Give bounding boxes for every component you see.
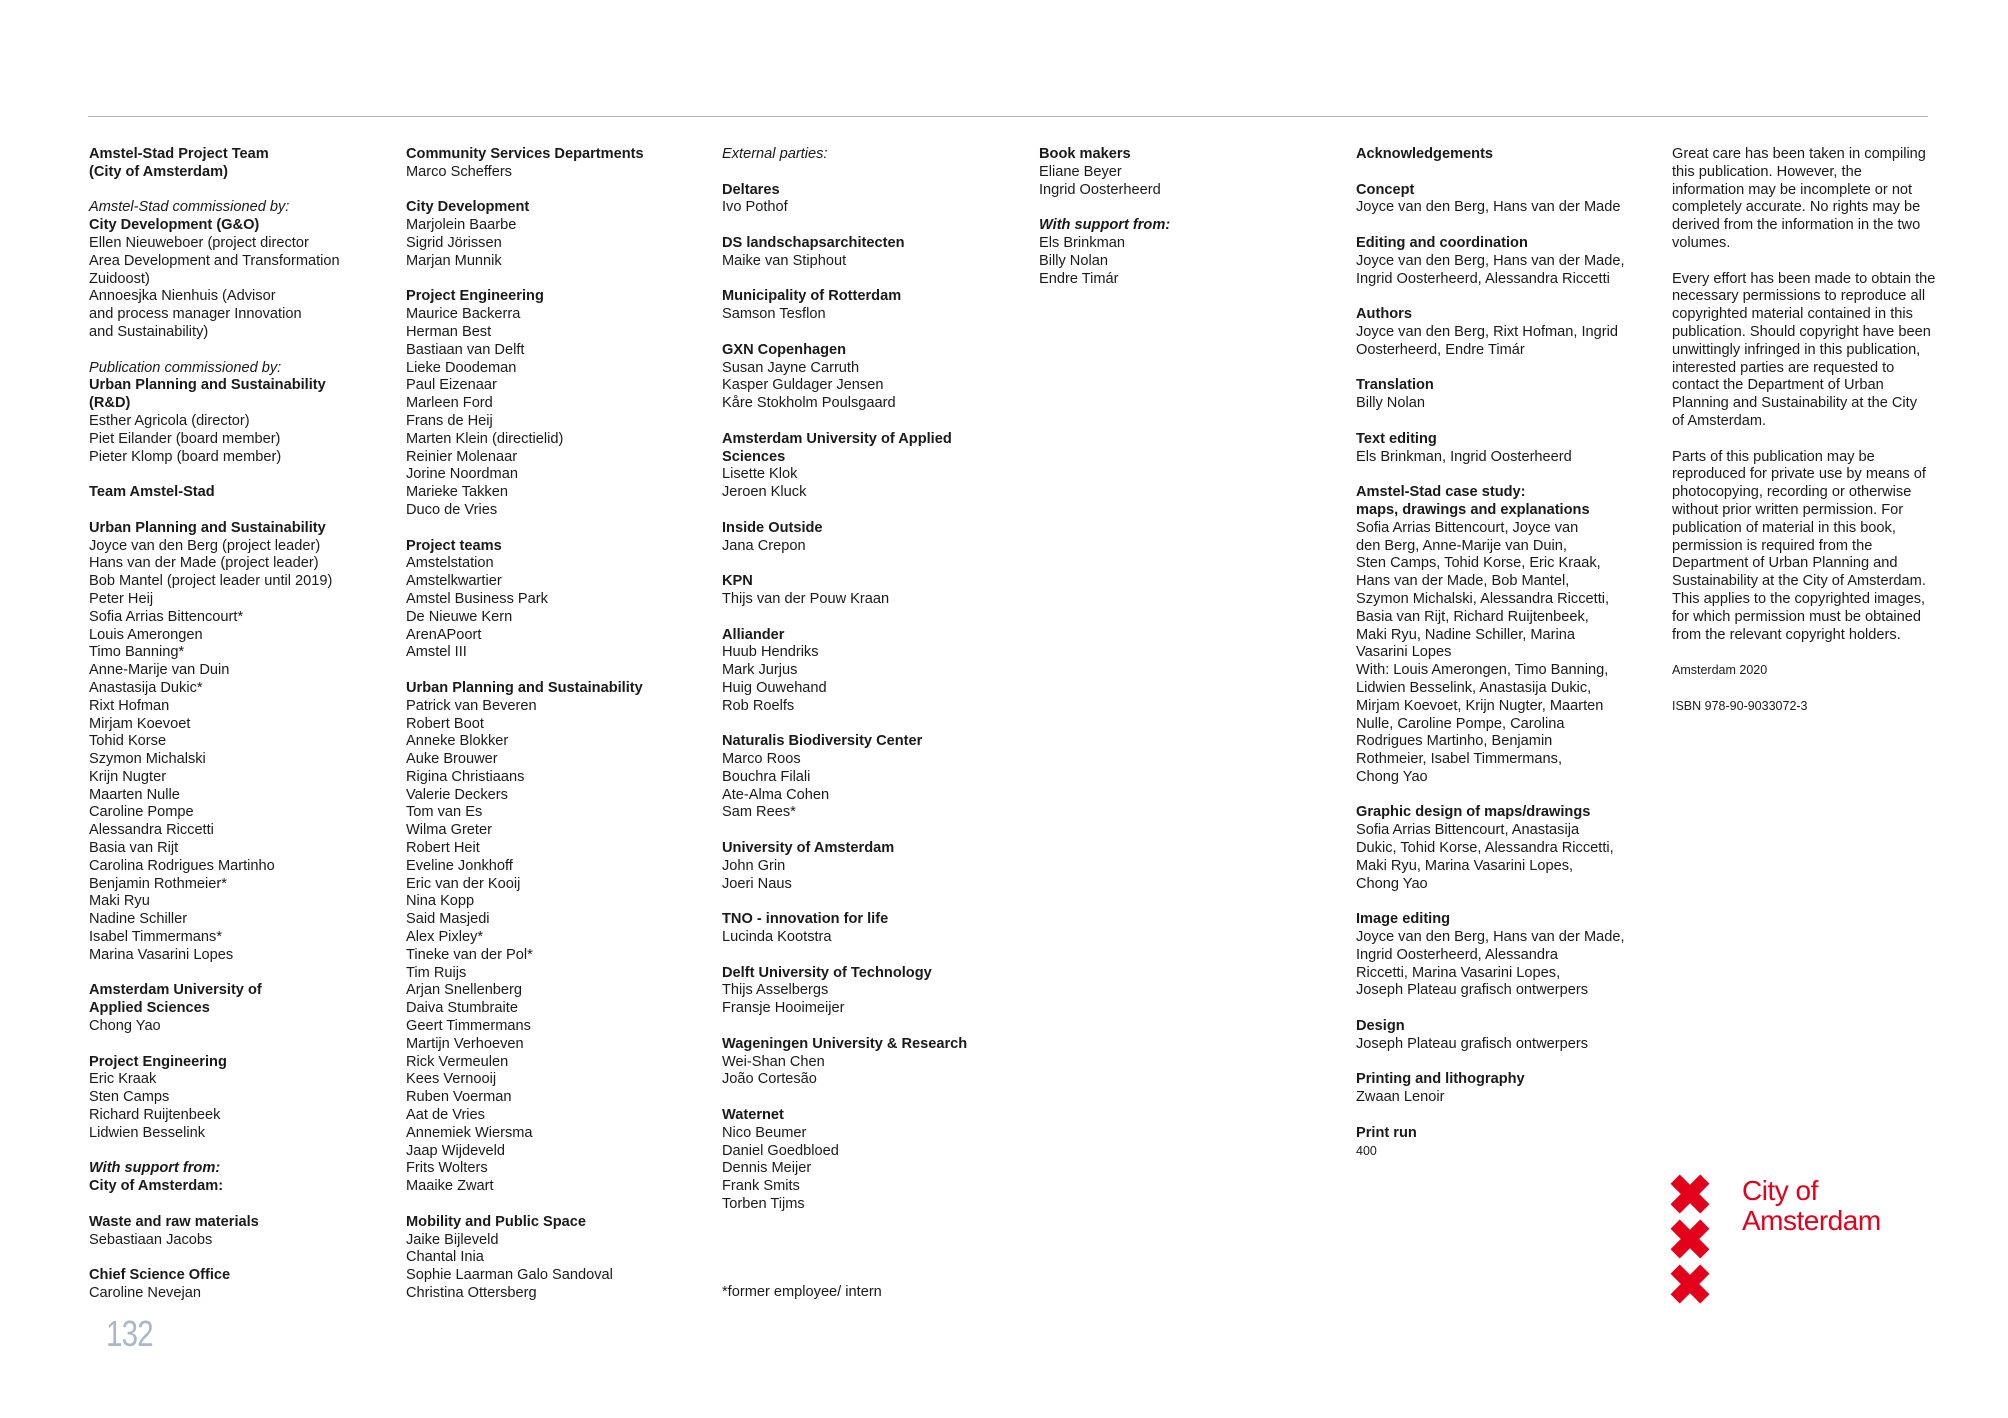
design-text: Joseph Plateau grafisch ontwerpers	[1356, 1035, 1589, 1052]
list-item: Wei-Shan Chen	[722, 1053, 825, 1070]
heading-team: Amstel-Stad Project Team	[89, 146, 269, 162]
cso-person: Caroline Nevejan	[89, 1285, 201, 1301]
list-item: Carolina Rodrigues Martinho	[89, 857, 275, 874]
list-item: Reinier Molenaar	[406, 448, 518, 465]
graphic-text	[1356, 822, 1656, 893]
list-item: Jaap Wijdeveld	[406, 1142, 505, 1159]
list-item: Piet Eilander (board member)	[89, 430, 281, 447]
label-commissioned: Amstel-Stad commissioned by:	[89, 199, 290, 216]
logo-wordmark	[1742, 1176, 1881, 1236]
list-item: Daiva Stumbraite	[406, 1000, 518, 1017]
list-item: Sofia Arrias Bittencourt, Anastasija	[1356, 822, 1580, 839]
heading-ack: Acknowledgements	[1356, 146, 1494, 162]
list-item: Ingrid Oosterheerd, Alessandra Riccetti	[1356, 270, 1610, 287]
column-acknowledgements	[1356, 146, 1656, 1160]
org-heading: Municipality of Rotterdam	[722, 288, 902, 305]
list-item: Said Masjedi	[406, 911, 490, 928]
org-heading: University of Amsterdam	[722, 840, 895, 857]
list-item: unwittingly infringed in this publication,	[1672, 341, 1921, 358]
list-item: Bastiaan van Delft	[406, 341, 525, 358]
logo-line-1: City of	[1742, 1175, 1818, 1206]
list-item: necessary permissions to reproduce all	[1672, 288, 1926, 305]
list-item: Kasper Guldager Jensen	[722, 377, 884, 394]
org-heading: Naturalis Biodiversity Center	[722, 733, 923, 750]
list-item: Chong Yao	[1356, 875, 1428, 892]
top-rule	[88, 116, 1928, 117]
list-item: Valerie Deckers	[406, 786, 508, 803]
csd-person: Marco Scheffers	[406, 163, 512, 180]
list-item: Richard Ruijtenbeek	[89, 1107, 221, 1124]
label-pub-commissioned: Publication commissioned by:	[89, 359, 282, 376]
list-item: Wilma Greter	[406, 822, 492, 839]
org-heading: Waternet	[722, 1107, 784, 1124]
list-item: Nina Kopp	[406, 893, 475, 910]
list-item: Frits Wolters	[406, 1160, 488, 1177]
list-item: Joseph Plateau grafisch ontwerpers	[1356, 982, 1589, 999]
org-heading: Inside Outside	[722, 519, 823, 536]
list-item: Lidwien Besselink	[89, 1124, 206, 1141]
list-item: from the relevant copyright holders.	[1672, 626, 1901, 643]
list-item: Joyce van den Berg, Hans van der Made,	[1356, 929, 1625, 946]
list-item: Riccetti, Marina Vasarini Lopes,	[1356, 964, 1561, 981]
list-item: Samson Tesflon	[722, 306, 826, 323]
list-item: Torben Tijms	[722, 1196, 805, 1213]
heading-auas: Amsterdam University of	[89, 982, 262, 999]
logo-line-2: Amsterdam	[1742, 1205, 1881, 1236]
list-item: Arjan Snellenberg	[406, 982, 523, 999]
list-item: Tom van Es	[406, 804, 483, 821]
label-external: External parties:	[722, 146, 828, 162]
page-number: 132	[106, 1313, 153, 1354]
list-item: Amstelstation	[406, 555, 494, 572]
list-item: Mark Jurjus	[722, 662, 798, 679]
list-item: for which permission must be obtained	[1672, 608, 1922, 625]
list-item: Ruben Voerman	[406, 1089, 512, 1106]
list-item: Maurice Backerra	[406, 306, 521, 323]
list-item: Lidwien Besselink, Anastasija Dukic,	[1356, 679, 1592, 696]
list-item: Annoesjka Nienhuis (Advisor	[89, 288, 276, 305]
list-item: Marjan Munnik	[406, 252, 502, 269]
list-item: Alessandra Riccetti	[89, 822, 214, 839]
list-item: Caroline Pompe	[89, 804, 194, 821]
list-auas-ext	[722, 466, 1022, 502]
org-group-1	[722, 182, 1022, 431]
list-item: without prior written permission. For	[1672, 501, 1904, 518]
list-item: Marten Klein (directielid)	[406, 430, 564, 447]
list-item: Mirjam Koevoet	[89, 715, 191, 732]
list-item: Maki Ryu, Marina Vasarini Lopes,	[1356, 857, 1574, 874]
list-item: Eric Kraak	[89, 1071, 157, 1088]
list-item: Amstel III	[406, 644, 467, 661]
heading-design: Design	[1356, 1018, 1405, 1035]
label-support: With support from:	[89, 1160, 221, 1177]
list-item: Lieke Doodeman	[406, 359, 517, 376]
list-item: permission is required from the	[1672, 537, 1873, 554]
list-item: Auke Brouwer	[406, 751, 498, 768]
list-item: Billy Nolan	[1039, 252, 1108, 269]
list-item: Peter Heij	[89, 590, 154, 607]
list-item: Ivo Pothof	[722, 199, 788, 216]
list-item: Nico Beumer	[722, 1124, 807, 1141]
list-item: ArenAPoort	[406, 626, 482, 643]
list-item: Herman Best	[406, 323, 492, 340]
city-of-amsterdam-logo	[1668, 1172, 1918, 1308]
case-text	[1356, 520, 1656, 787]
list-item: Basia van Rijt, Richard Ruijtenbeek,	[1356, 608, 1589, 625]
list-item: Mirjam Koevoet, Krijn Nugter, Maarten	[1356, 697, 1604, 714]
heading-case: Amstel-Stad case study:	[1356, 484, 1526, 501]
list-item: Benjamin Rothmeier*	[89, 875, 227, 892]
heading-city-dev: City Development (G&O)	[89, 217, 260, 234]
list-item: John Grin	[722, 857, 786, 874]
heading-urban: Urban Planning and Sustainability	[89, 519, 326, 536]
list-item: Szymon Michalski	[89, 751, 206, 768]
heading-waste: Waste and raw materials	[89, 1213, 259, 1230]
heading-city-ams: City of Amsterdam:	[89, 1178, 224, 1195]
list-people-2	[89, 413, 389, 466]
list-proj-teams	[406, 555, 706, 662]
list-item: Jaike Bijleveld	[406, 1231, 499, 1248]
org-heading: Alliander	[722, 626, 785, 643]
list-item: Isabel Timmermans*	[89, 929, 223, 946]
list-item: Dukic, Tohid Korse, Alessandra Riccetti,	[1356, 840, 1614, 857]
list-item: Parts of this publication may be	[1672, 448, 1875, 465]
heading-auas-sub: Applied Sciences	[89, 1000, 210, 1017]
print-run-value: 400	[1356, 1143, 1377, 1158]
image-editing-text	[1356, 929, 1656, 1000]
waste-person: Sebastiaan Jacobs	[89, 1231, 213, 1248]
heading-text-editing: Text editing	[1356, 430, 1437, 447]
list-item: Nulle, Caroline Pompe, Carolina	[1356, 715, 1565, 732]
label-support-4: With support from:	[1039, 217, 1171, 234]
list-item: Sustainability at the City of Amsterdam.	[1672, 573, 1926, 590]
list-people-1	[89, 235, 389, 342]
org-heading: GXN Copenhagen	[722, 341, 847, 358]
list-item: publication of material in this book,	[1672, 519, 1896, 536]
heading-editing: Editing and coordination	[1356, 234, 1528, 251]
list-item: Maaike Zwart	[406, 1178, 494, 1195]
list-item: Area Development and Transformation	[89, 252, 340, 269]
list-item: Esther Agricola (director)	[89, 412, 250, 429]
list-item: Sam Rees*	[722, 804, 796, 821]
list-proj-eng	[406, 306, 706, 520]
list-item: Tim Ruijs	[406, 964, 467, 981]
heading-image-editing: Image editing	[1356, 911, 1451, 928]
list-city-dev	[406, 217, 706, 270]
list-item: Christina Ottersberg	[406, 1285, 537, 1301]
list-item: Sofia Arrias Bittencourt, Joyce van	[1356, 519, 1579, 536]
heading-proj-eng-2: Project Engineering	[406, 288, 544, 305]
list-item: Hans van der Made, Bob Mantel,	[1356, 573, 1570, 590]
heading-authors: Authors	[1356, 306, 1412, 323]
translation-text: Billy Nolan	[1356, 395, 1425, 412]
list-item: derived from the information in the two	[1672, 217, 1921, 234]
list-item: completely accurate. No rights may be	[1672, 199, 1921, 216]
list-item: Great care has been taken in compiling	[1672, 146, 1926, 162]
list-item: Anneke Blokker	[406, 733, 509, 750]
list-item: Every effort has been made to obtain the	[1672, 270, 1936, 287]
editing-text	[1356, 253, 1656, 289]
list-item: information may be incomplete or not	[1672, 181, 1913, 198]
heading-book-makers: Book makers	[1039, 146, 1131, 162]
list-item: Joeri Naus	[722, 875, 792, 892]
list-item: Lucinda Kootstra	[722, 929, 832, 946]
list-item: Robert Heit	[406, 840, 480, 857]
heading-translation: Translation	[1356, 377, 1434, 394]
list-item: Chong Yao	[1356, 768, 1428, 785]
list-item: Ingrid Oosterheerd	[1039, 181, 1161, 198]
list-item: Amstel Business Park	[406, 590, 548, 607]
list-item: Susan Jayne Carruth	[722, 359, 860, 376]
column-disclaimer	[1672, 146, 1954, 716]
auas-person: Chong Yao	[89, 1018, 161, 1035]
heading-print-run: Print run	[1356, 1124, 1417, 1141]
list-item: Rothmeier, Isabel Timmermans,	[1356, 751, 1563, 768]
list-item: Eric van der Kooij	[406, 875, 521, 892]
list-item: Chantal Inia	[406, 1249, 484, 1266]
list-item: Kees Vernooij	[406, 1071, 497, 1088]
list-item: reproduced for private use by means of	[1672, 466, 1926, 483]
list-item: This applies to the copyrighted images,	[1672, 590, 1926, 607]
list-item: Anastasija Dukic*	[89, 679, 203, 696]
list-item: Bouchra Filali	[722, 768, 811, 785]
heading-printing: Printing and lithography	[1356, 1071, 1525, 1088]
list-item: Robert Boot	[406, 715, 484, 732]
list-item: Tineke van der Pol*	[406, 946, 533, 963]
heading-auas-ext-sub: Sciences	[722, 448, 786, 465]
heading-case-sub: maps, drawings and explanations	[1356, 501, 1590, 518]
list-item: of Amsterdam.	[1672, 412, 1767, 429]
list-book-makers	[1039, 164, 1339, 200]
column-external	[722, 146, 1022, 1232]
list-item: Lisette Klok	[722, 466, 798, 483]
list-item: Thijs van der Pouw Kraan	[722, 590, 890, 607]
list-item: volumes.	[1672, 234, 1731, 251]
heading-urban-2: Urban Planning and Sustainability	[406, 679, 643, 696]
list-item: De Nieuwe Kern	[406, 608, 513, 625]
text-editing-text: Els Brinkman, Ingrid Oosterheerd	[1356, 448, 1572, 465]
list-item: and Sustainability)	[89, 323, 209, 340]
list-urban	[406, 698, 706, 1196]
list-item: Rob Roelfs	[722, 697, 795, 714]
list-item: this publication. However, the	[1672, 163, 1862, 180]
list-item: Sigrid Jörissen	[406, 234, 502, 251]
list-item: João Cortesão	[722, 1071, 817, 1088]
list-item: Frans de Heij	[406, 412, 493, 429]
list-item: Ellen Nieuweboer (project director	[89, 234, 309, 251]
list-item: Department of Urban Planning and	[1672, 555, 1898, 572]
column-book-makers	[1039, 146, 1339, 288]
org-group-2	[722, 520, 1022, 1232]
list-item: Joyce van den Berg, Rixt Hofman, Ingrid	[1356, 323, 1619, 340]
heading-proj-eng: Project Engineering	[89, 1053, 227, 1070]
list-item: Ingrid Oosterheerd, Alessandra	[1356, 946, 1558, 963]
list-item: Rick Vermeulen	[406, 1053, 509, 1070]
list-item: Planning and Sustainability at the City	[1672, 395, 1918, 412]
disclaimer-p3	[1672, 449, 1954, 645]
list-item: Kåre Stokholm Poulsgaard	[722, 395, 896, 412]
list-item: Joyce van den Berg (project leader)	[89, 537, 321, 554]
list-item: Joyce van den Berg, Hans van der Made,	[1356, 252, 1625, 269]
list-item: Sten Camps, Tohid Korse, Eric Kraak,	[1356, 555, 1601, 572]
list-item: With: Louis Amerongen, Timo Banning,	[1356, 662, 1609, 679]
list-item: Vasarini Lopes	[1356, 644, 1452, 661]
list-item: Sten Camps	[89, 1089, 170, 1106]
heading-team-sub: (City of Amsterdam)	[89, 163, 228, 180]
list-item: Marjolein Baarbe	[406, 217, 517, 234]
list-item: Fransje Hooimeijer	[722, 1000, 845, 1017]
heading-auas-ext: Amsterdam University of Applied	[722, 430, 952, 447]
heading-city-dev-2: City Development	[406, 199, 530, 216]
list-item: Maki Ryu, Nadine Schiller, Marina	[1356, 626, 1575, 643]
list-item: Oosterheerd, Endre Timár	[1356, 341, 1525, 358]
list-item: and process manager Innovation	[89, 306, 302, 323]
list-item: Huig Ouwehand	[722, 679, 827, 696]
org-heading: Wageningen University & Research	[722, 1035, 968, 1052]
list-people-4	[89, 1071, 389, 1142]
disclaimer-p1	[1672, 146, 1954, 253]
list-item: Jorine Noordman	[406, 466, 518, 483]
org-heading: Deltares	[722, 181, 780, 198]
list-item: Rodrigues Martinho, Benjamin	[1356, 733, 1553, 750]
column-departments	[406, 146, 706, 1303]
list-item: Zuidoost)	[89, 270, 150, 287]
list-item: Eveline Jonkhoff	[406, 857, 513, 874]
list-item: Geert Timmermans	[406, 1018, 531, 1035]
list-item: Ate-Alma Cohen	[722, 786, 830, 803]
list-item: Hans van der Made (project leader)	[89, 555, 319, 572]
isbn: ISBN 978-90-9033072-3	[1672, 698, 1808, 713]
disclaimer-p2	[1672, 271, 1954, 431]
list-item: Annemiek Wiersma	[406, 1124, 533, 1141]
list-item: Rixt Hofman	[89, 697, 170, 714]
list-item: publication. Should copyright have been	[1672, 323, 1931, 340]
list-item: Els Brinkman	[1039, 234, 1125, 251]
list-item: Sofia Arrias Bittencourt*	[89, 608, 244, 625]
heading-cso: Chief Science Office	[89, 1267, 231, 1284]
list-item: Patrick van Beveren	[406, 697, 537, 714]
org-heading: DS landschapsarchitecten	[722, 234, 905, 251]
list-item: Jana Crepon	[722, 537, 806, 554]
heading-urban-rd-sub: (R&D)	[89, 395, 131, 412]
list-item: Alex Pixley*	[406, 929, 484, 946]
list-item: Martijn Verhoeven	[406, 1035, 524, 1052]
list-item: Sophie Laarman Galo Sandoval	[406, 1267, 613, 1284]
list-item: Maike van Stiphout	[722, 252, 847, 269]
heading-team-amstel: Team Amstel-Stad	[89, 484, 215, 501]
heading-graphic: Graphic design of maps/drawings	[1356, 804, 1591, 821]
list-item: Endre Timár	[1039, 270, 1119, 287]
list-item: Daniel Goedbloed	[722, 1142, 839, 1159]
heading-csd: Community Services Departments	[406, 146, 644, 162]
list-item: Timo Banning*	[89, 644, 185, 661]
list-mobility	[406, 1232, 706, 1303]
list-item: Thijs Asselbergs	[722, 982, 829, 999]
list-item: Marina Vasarini Lopes	[89, 946, 234, 963]
org-heading: Delft University of Technology	[722, 964, 932, 981]
list-item: Marieke Takken	[406, 484, 508, 501]
list-item: Tohid Korse	[89, 733, 167, 750]
list-people-3	[89, 538, 389, 965]
list-item: Amstelkwartier	[406, 573, 502, 590]
list-item: Eliane Beyer	[1039, 163, 1122, 180]
org-heading: KPN	[722, 573, 753, 590]
list-item: Paul Eizenaar	[406, 377, 497, 394]
list-item: Duco de Vries	[406, 501, 498, 518]
list-item: Frank Smits	[722, 1178, 800, 1195]
list-item: Louis Amerongen	[89, 626, 203, 643]
list-item: Bob Mantel (project leader until 2019)	[89, 573, 333, 590]
list-item: Marco Roos	[722, 751, 801, 768]
list-item: Nadine Schiller	[89, 911, 188, 928]
list-item: contact the Department of Urban	[1672, 377, 1884, 394]
printing-text: Zwaan Lenoir	[1356, 1089, 1445, 1106]
list-item: Huub Hendriks	[722, 644, 819, 661]
list-item: Maki Ryu	[89, 893, 150, 910]
xxx-crosses-icon	[1668, 1172, 1712, 1308]
list-item: Szymon Michalski, Alessandra Riccetti,	[1356, 590, 1610, 607]
heading-mobility: Mobility and Public Space	[406, 1213, 587, 1230]
list-item: Anne-Marije van Duin	[89, 662, 230, 679]
list-item: Maarten Nulle	[89, 786, 180, 803]
list-item: Marleen Ford	[406, 395, 493, 412]
heading-concept: Concept	[1356, 181, 1415, 198]
list-item: Basia van Rijt	[89, 840, 179, 857]
heading-urban-rd: Urban Planning and Sustainability	[89, 377, 326, 394]
place-year: Amsterdam 2020	[1672, 663, 1768, 678]
list-item: interested parties are requested to	[1672, 359, 1895, 376]
authors-text	[1356, 324, 1656, 360]
list-item: Pieter Klomp (board member)	[89, 448, 282, 465]
list-item: Krijn Nugter	[89, 768, 167, 785]
list-item: photocopying, recording or otherwise	[1672, 484, 1912, 501]
list-item: den Berg, Anne-Marije van Duin,	[1356, 537, 1567, 554]
footnote: *former employee/ intern	[722, 1284, 882, 1300]
list-item: Dennis Meijer	[722, 1160, 812, 1177]
column-project-team	[89, 146, 389, 1303]
heading-proj-teams: Project teams	[406, 537, 502, 554]
org-heading: TNO - innovation for life	[722, 911, 889, 928]
concept-text: Joyce van den Berg, Hans van der Made	[1356, 199, 1621, 216]
list-item: Rigina Christiaans	[406, 768, 525, 785]
list-item: Aat de Vries	[406, 1107, 485, 1124]
list-support	[1039, 235, 1339, 288]
list-item: Jeroen Kluck	[722, 484, 807, 501]
list-item: copyrighted material contained in this	[1672, 306, 1913, 323]
